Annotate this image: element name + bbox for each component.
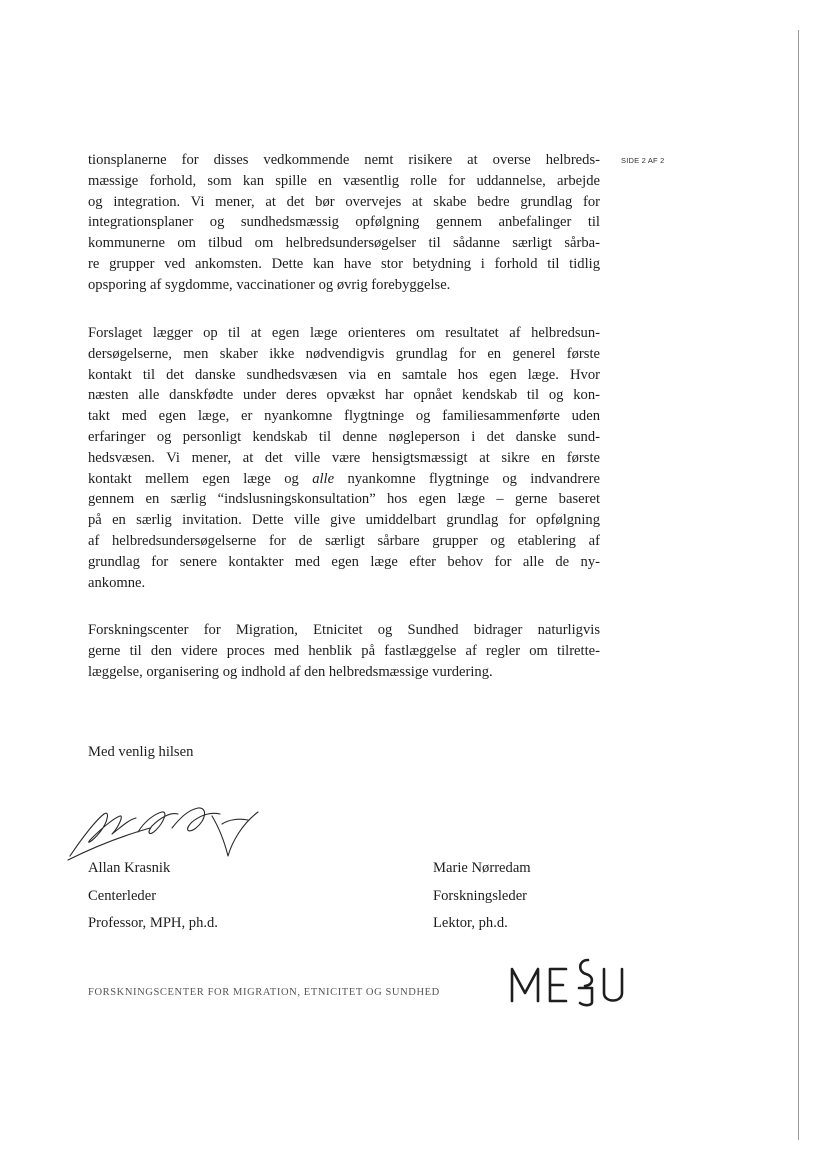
paragraph-line: mæssige forhold, som kan spille en væsentlig rolle for uddannelse, arbejde bbox=[88, 172, 600, 189]
closing-greeting: Med venlig hilsen bbox=[88, 744, 194, 760]
signatory-title: Lektor, ph.d. bbox=[433, 915, 508, 931]
line-text-after: nyankomne flygtninge og indvandrere bbox=[334, 470, 600, 487]
paragraph-line: hedsvæsen. Vi mener, at det ville være hensigtsmæssigt at sikre en første bbox=[88, 449, 600, 466]
paragraph-line: og integration. Vi mener, at det bør overvejes at skabe bedre grundlag for bbox=[88, 193, 600, 210]
paragraph-line-emphasis bbox=[88, 469, 600, 490]
paragraph-line: læggelse, organisering og indhold af den helbredsmæssige vurdering. bbox=[88, 663, 493, 680]
footer-center-name: FORSKNINGSCENTER FOR MIGRATION, ETNICITET OG SUNDHED bbox=[88, 987, 440, 998]
paragraph-line: grundlag for senere kontakter med egen læge efter behov for alle de ny- bbox=[88, 553, 600, 570]
emphasized-word: alle bbox=[312, 470, 335, 487]
paragraph-line: kommunerne om tilbud om helbredsundersøgelser til sådanne særligt sårba- bbox=[88, 235, 600, 252]
paragraph-line: af helbredsundersøgelserne for de særligt sårbare grupper og etablering af bbox=[88, 532, 600, 549]
signatory-left bbox=[88, 855, 218, 938]
paragraph-line: dersøgelserne, men skaber ikke nødvendigvis grundlag for en generel første bbox=[88, 345, 600, 362]
paragraph-1 bbox=[88, 150, 600, 296]
signatory-name: Allan Krasnik bbox=[88, 860, 171, 876]
paragraph-line: tionsplanerne for disses vedkommende nemt risikere at overse helbreds- bbox=[88, 152, 600, 168]
paragraph-line: integrationsplaner og sundhedsmæssig opfølgning gennem anbefalinger til bbox=[88, 214, 600, 231]
paragraph-line: Forslaget lægger op til at egen læge orienteres om resultatet af helbredsun- bbox=[88, 325, 600, 341]
signatory-role: Forskningsleder bbox=[433, 887, 528, 904]
mesu-logo bbox=[508, 955, 628, 1007]
paragraph-line: på en særlig invitation. Dette ville give umiddelbart grundlag for opfølgning bbox=[88, 512, 600, 529]
paragraph-line: Forskningscenter for Migration, Etnicitet og Sundhed bidrager naturligvis bbox=[88, 622, 600, 638]
line-text-before: kontakt mellem egen læge og bbox=[88, 470, 313, 487]
paragraph-line: gennem en særlig “indslusningskonsultation” hos egen læge – gerne baseret bbox=[88, 491, 600, 508]
page-number: SIDE 2 AF 2 bbox=[621, 156, 665, 165]
paragraph-line: gerne til den videre proces med henblik på fastlæggelse af regler om tilrette- bbox=[88, 642, 600, 659]
paragraph-2 bbox=[88, 323, 600, 593]
paragraph-line: re grupper ved ankomsten. Dette kan have stor betydning i forhold til tidlig bbox=[88, 255, 600, 272]
paragraph-line: opsporing af sygdomme, vaccinationer og øvrig forebyggelse. bbox=[88, 276, 451, 293]
signatory-right bbox=[433, 855, 531, 938]
paragraph-line: ankomne. bbox=[88, 574, 146, 591]
page-edge-line bbox=[798, 30, 799, 1140]
paragraph-line: takt med egen læge, er nyankomne flygtninge og familiesammenførte uden bbox=[88, 408, 600, 425]
signatory-title: Professor, MPH, ph.d. bbox=[88, 915, 218, 931]
signatory-role: Centerleder bbox=[88, 887, 157, 904]
paragraph-line: kontakt til det danske sundhedsvæsen via en samtale hos egen læge. Hvor bbox=[88, 366, 600, 383]
paragraph-line: næsten alle danskfødte under deres opvækst har opnået kendskab til og kon- bbox=[88, 387, 600, 404]
paragraph-3 bbox=[88, 620, 600, 682]
paragraph-line: erfaringer og personligt kendskab til denne nøgleperson i det danske sund- bbox=[88, 428, 600, 445]
signatory-name: Marie Nørredam bbox=[433, 860, 531, 876]
